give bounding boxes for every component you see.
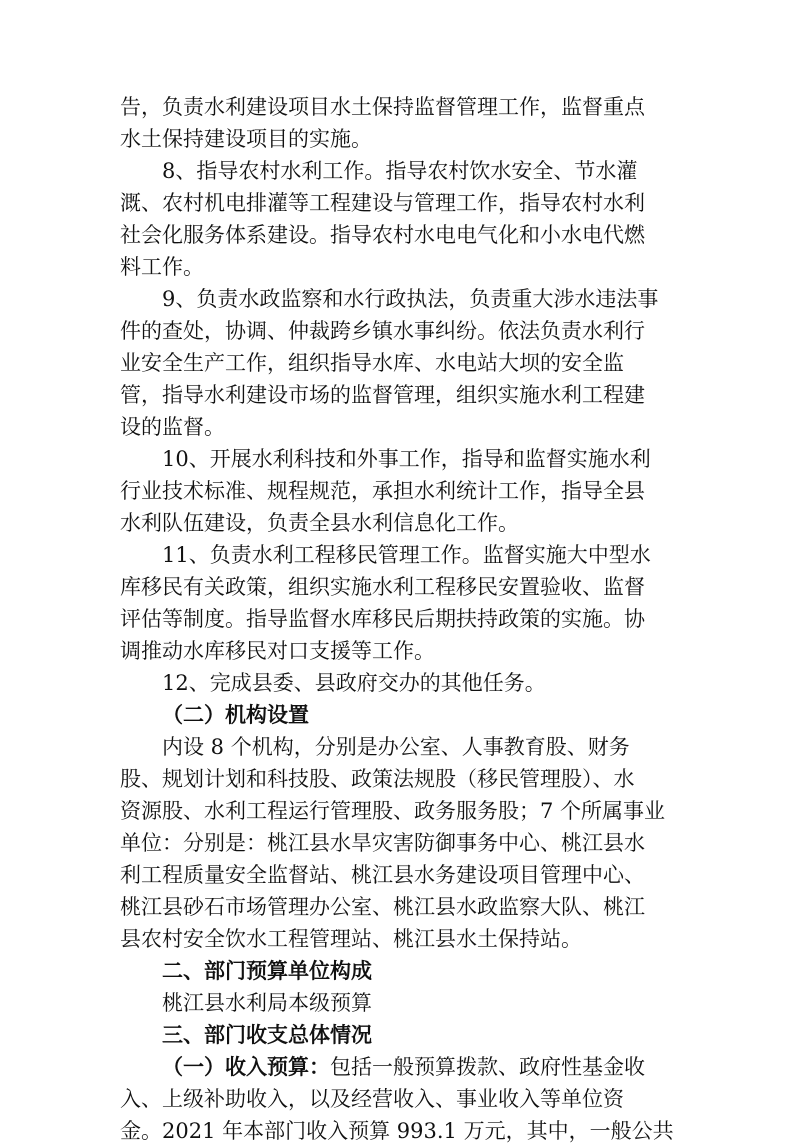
paragraph-line: 业安全生产工作，组织指导水库、水电站大坝的安全监: [120, 351, 624, 375]
paragraph-line: 社会化服务体系建设。指导农村水电电气化和小水电代燃: [120, 223, 645, 247]
paragraph-line: 库移民有关政策，组织实施水利工程移民安置验收、监督: [120, 575, 645, 599]
paragraph-line: 金。2021 年本部门收入预算 993.1 万元，其中，一般公共: [120, 1119, 674, 1143]
paragraph-line: 溉、农村机电排灌等工程建设与管理工作，指导农村水利: [120, 191, 645, 215]
paragraph-line: 设的监督。: [120, 415, 225, 439]
section-heading: 二、部门预算单位构成: [162, 958, 372, 983]
paragraph-line: 9、负责水政监察和水行政执法，负责重大涉水违法事: [162, 287, 659, 311]
section-heading: 三、部门收支总体情况: [162, 1022, 372, 1047]
paragraph-line: 件的查处，协调、仲裁跨乡镇水事纠纷。依法负责水利行: [120, 319, 645, 343]
paragraph-line: 桃江县砂石市场管理办公室、桃江县水政监察大队、桃江: [120, 895, 645, 919]
paragraph-line: 调推动水库移民对口支援等工作。: [120, 639, 435, 663]
section-heading: （二）机构设置: [162, 702, 309, 727]
paragraph-line: 管，指导水利建设市场的监督管理，组织实施水利工程建: [120, 383, 645, 407]
income-budget-heading: （一）收入预算：: [162, 1054, 330, 1079]
paragraph-line: 12、完成县委、县政府交办的其他任务。: [162, 671, 546, 695]
paragraph-line: 水土保持建设项目的实施。: [120, 127, 372, 151]
paragraph-line: 告，负责水利建设项目水土保持监督管理工作，监督重点: [120, 95, 645, 119]
paragraph-line: 单位：分别是：桃江县水旱灾害防御事务中心、桃江县水: [120, 831, 645, 855]
income-budget-text: 包括一般预算拨款、政府性基金收: [330, 1055, 645, 1079]
paragraph-line: [120, 1051, 680, 1083]
paragraph-line: 县农村安全饮水工程管理站、桃江县水土保持站。: [120, 927, 582, 951]
paragraph-line: 水利队伍建设，负责全县水利信息化工作。: [120, 511, 519, 535]
paragraph-line: 8、指导农村水利工作。指导农村饮水安全、节水灌: [162, 159, 638, 183]
paragraph-line: 行业技术标准、规程规范，承担水利统计工作，指导全县: [120, 479, 645, 503]
paragraph-line: 股、规划计划和科技股、政策法规股（移民管理股）、水: [120, 767, 635, 791]
paragraph-line: 桃江县水利局本级预算: [162, 991, 372, 1015]
paragraph-line: 10、开展水利科技和外事工作，指导和监督实施水利: [162, 447, 651, 471]
paragraph-line: 入、上级补助收入，以及经营收入、事业收入等单位资: [120, 1087, 624, 1111]
paragraph-line: 内设 8 个机构，分别是办公室、人事教育股、财务: [162, 735, 630, 759]
document-body: [120, 91, 680, 1147]
paragraph-line: 料工作。: [120, 255, 204, 279]
paragraph-line: 利工程质量安全监督站、桃江县水务建设项目管理中心、: [120, 863, 645, 887]
paragraph-line: 资源股、水利工程运行管理股、政务服务股；7 个所属事业: [120, 799, 666, 823]
paragraph-line: 11、负责水利工程移民管理工作。监督实施大中型水: [162, 543, 651, 567]
paragraph-line: 评估等制度。指导监督水库移民后期扶持政策的实施。协: [120, 607, 645, 631]
